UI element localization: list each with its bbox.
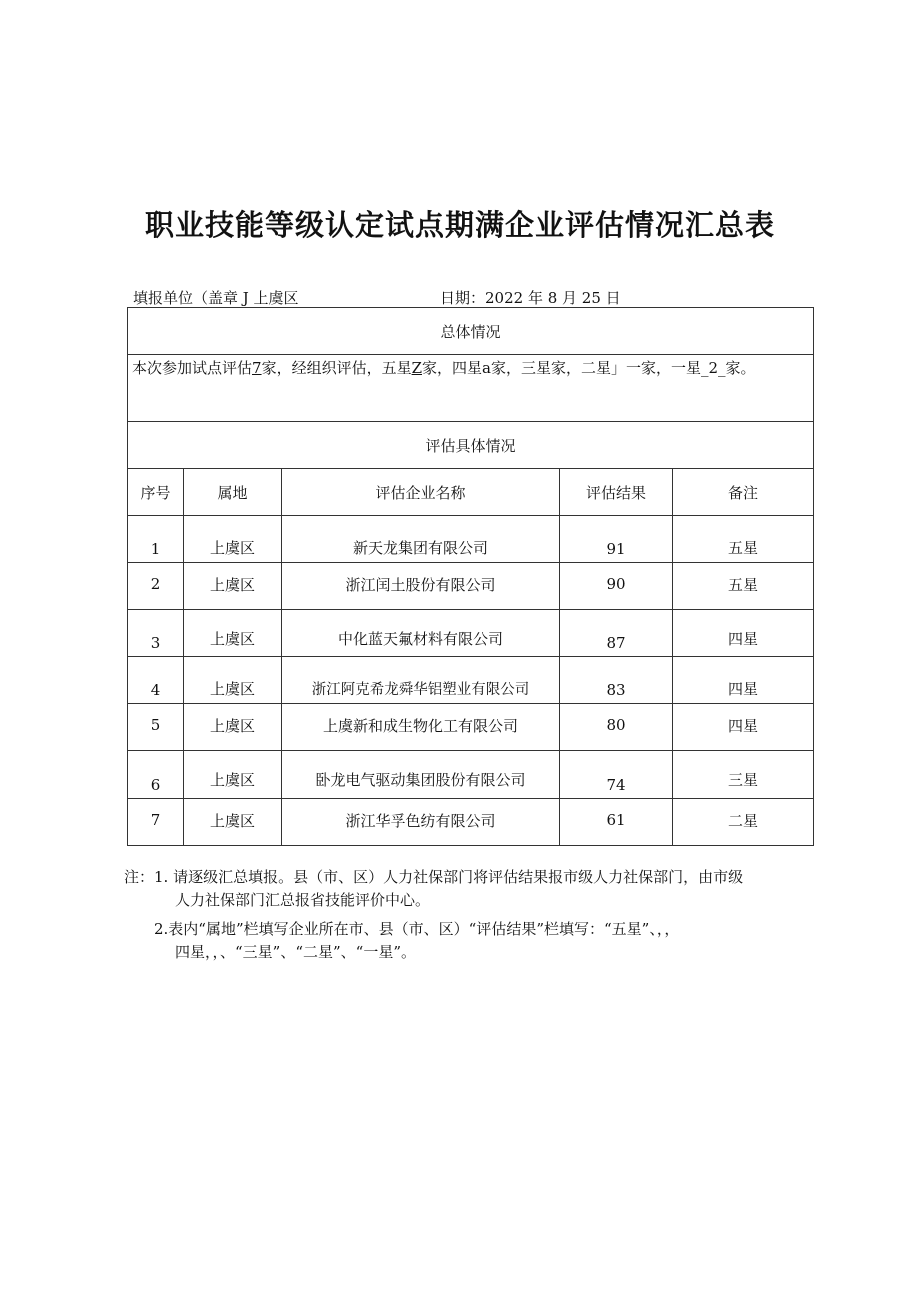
summary-five-star-count: Z bbox=[411, 359, 423, 377]
column-header-remark: 备注 bbox=[673, 469, 814, 516]
row-no: 4 bbox=[128, 657, 184, 704]
row-score: 61 bbox=[560, 799, 673, 846]
note-1-line-2: 人力社保部门汇总报省技能评价中心。 bbox=[175, 891, 431, 909]
row-no: 7 bbox=[128, 799, 184, 846]
column-header-region: 属地 bbox=[184, 469, 282, 516]
row-remark: 四星 bbox=[673, 610, 814, 657]
row-remark: 五星 bbox=[673, 563, 814, 610]
row-company: 浙江闰土股份有限公司 bbox=[282, 563, 560, 610]
row-company: 卧龙电气驱动集团股份有限公司 bbox=[282, 751, 560, 799]
note-1-line-1: 注：1. 请逐级汇总填报。县（市、区）人力社保部门将评估结果报市级人力社保部门，由市级 bbox=[124, 868, 744, 886]
table-row bbox=[128, 563, 814, 610]
row-no: 2 bbox=[128, 563, 184, 610]
row-no: 6 bbox=[128, 751, 184, 799]
summary-text: 家，四星 bbox=[422, 359, 483, 377]
column-header-no: 序号 bbox=[128, 469, 184, 516]
filing-unit: 填报单位（盖章 J 上虞区 bbox=[133, 289, 299, 307]
row-remark: 五星 bbox=[673, 516, 814, 563]
row-company: 中化蓝天氟材料有限公司 bbox=[282, 610, 560, 657]
overall-summary bbox=[128, 355, 814, 422]
summary-four-star-count: a bbox=[482, 359, 491, 377]
specific-header: 评估具体情况 bbox=[128, 422, 814, 469]
row-score: 91 bbox=[560, 516, 673, 563]
summary-table bbox=[127, 307, 814, 846]
page-title: 职业技能等级认定试点期满企业评估情况汇总表 bbox=[144, 208, 775, 242]
row-no: 5 bbox=[128, 704, 184, 751]
row-remark: 四星 bbox=[673, 657, 814, 704]
summary-text: 家，三星家，二星」一家，一星 bbox=[490, 359, 701, 377]
summary-text: 家，经组织评估，五星 bbox=[261, 359, 412, 377]
row-region: 上虞区 bbox=[184, 516, 282, 563]
row-score: 74 bbox=[560, 751, 673, 799]
table-row bbox=[128, 799, 814, 846]
row-remark: 三星 bbox=[673, 751, 814, 799]
table-row bbox=[128, 751, 814, 799]
summary-one-star-count: _2_ bbox=[701, 359, 726, 377]
row-no: 1 bbox=[128, 516, 184, 563]
table-row bbox=[128, 516, 814, 563]
row-company: 浙江华孚色纺有限公司 bbox=[282, 799, 560, 846]
summary-text: 家。 bbox=[725, 359, 756, 377]
row-score: 83 bbox=[560, 657, 673, 704]
row-no: 3 bbox=[128, 610, 184, 657]
row-region: 上虞区 bbox=[184, 799, 282, 846]
column-header-result: 评估结果 bbox=[560, 469, 673, 516]
notes bbox=[124, 866, 824, 964]
overall-header: 总体情况 bbox=[128, 308, 814, 355]
table-row bbox=[128, 610, 814, 657]
row-region: 上虞区 bbox=[184, 704, 282, 751]
summary-total-count: 7 bbox=[252, 359, 262, 377]
row-remark: 二星 bbox=[673, 799, 814, 846]
row-company: 浙江阿克希龙舜华铝塑业有限公司 bbox=[282, 657, 560, 704]
row-region: 上虞区 bbox=[184, 751, 282, 799]
row-company: 新天龙集团有限公司 bbox=[282, 516, 560, 563]
table-row bbox=[128, 704, 814, 751]
row-score: 87 bbox=[560, 610, 673, 657]
filing-date: 日期：2022 年 8 月 25 日 bbox=[440, 289, 621, 307]
row-region: 上虞区 bbox=[184, 657, 282, 704]
summary-text: 本次参加试点评估 bbox=[132, 359, 253, 377]
row-score: 80 bbox=[560, 704, 673, 751]
column-header-company: 评估企业名称 bbox=[282, 469, 560, 516]
row-company: 上虞新和成生物化工有限公司 bbox=[282, 704, 560, 751]
table-row bbox=[128, 657, 814, 704]
note-2-line-2: 四星，，、“三星”、“二星”、“一星”。 bbox=[175, 943, 417, 961]
note-2-line-1: 2.表内“属地”栏填写企业所在市、县（市、区）“评估结果”栏填写：“五星”、，， bbox=[154, 920, 680, 938]
row-score: 90 bbox=[560, 563, 673, 610]
row-region: 上虞区 bbox=[184, 563, 282, 610]
row-remark: 四星 bbox=[673, 704, 814, 751]
row-region: 上虞区 bbox=[184, 610, 282, 657]
